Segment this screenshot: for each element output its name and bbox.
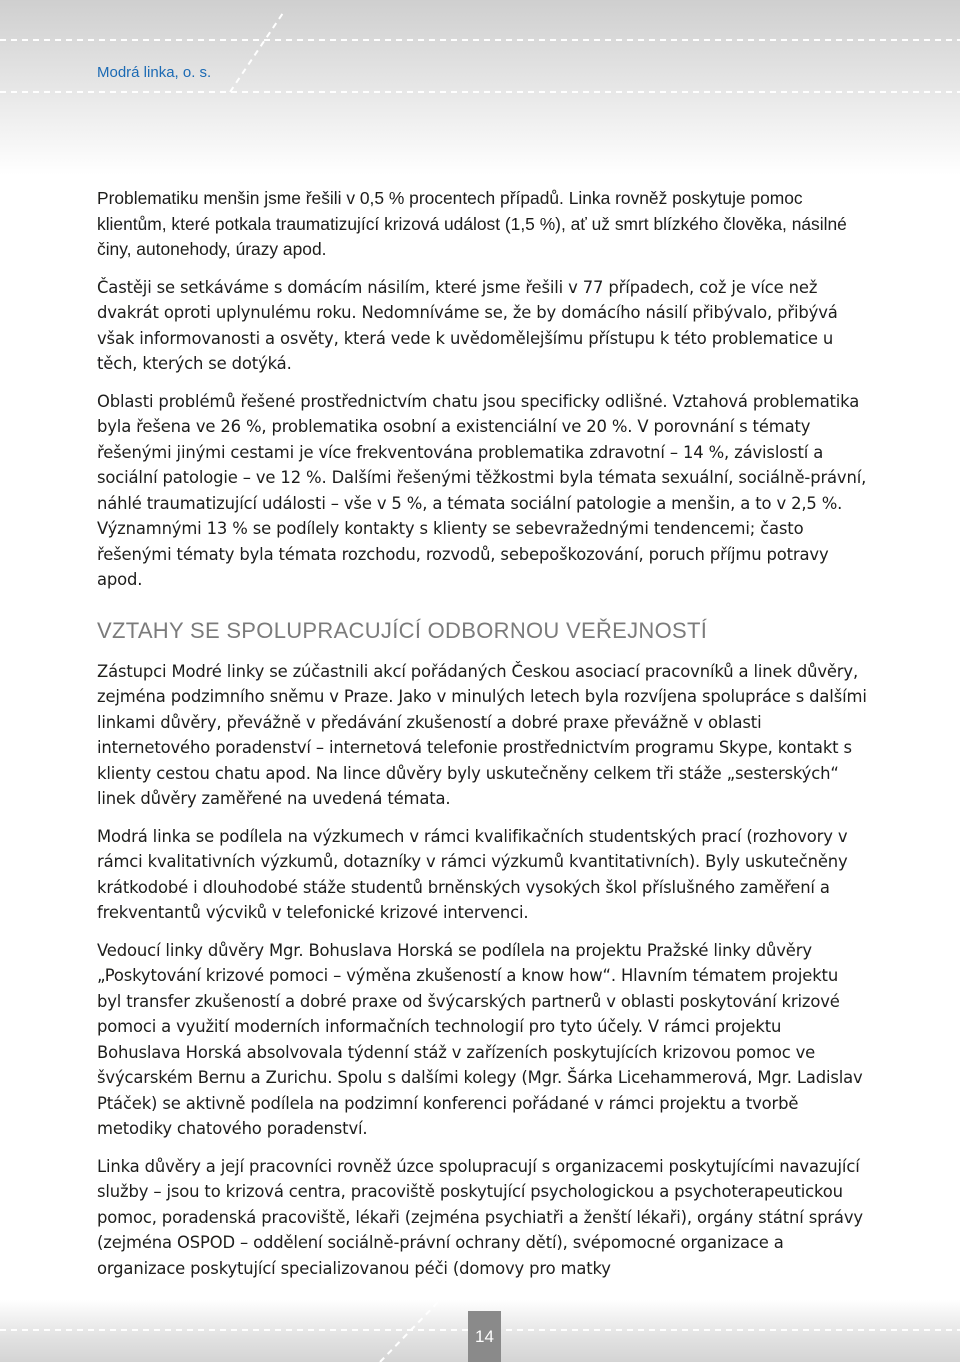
paragraph: Linka důvěry a její pracovníci rovněž úzce spolupracují s organizacemi poskytujícími navazující služby – jsou to krizová centra, pracoviště poskytující psychologickou a psychoterapeutickou pomoc, poradenská pracoviště, lékaři (zejména psychiatři a ženští lékaři), orgány státní správy (zejména OSPOD – oddělení sociálně-právní ochrany dětí), svépomocné organizace a organizace poskytující specializovanou péči (domovy pro matky: [97, 1156, 863, 1278]
paragraph: Vedoucí linky důvěry Mgr. Bohuslava Horská se podílela na projektu Pražské linky důvěry „Poskytování krizové pomoci – výměna zkušeností a know how“. Hlavním tématem projektu byl transfer zkušeností a dobré praxe od švýcarských partnerů v oblasti poskytování krizové pomoci a využití moderních informačních technologií pro tyto účely. V rámci projektu Bohuslava Horská absolvovala týdenní stáž v zařízeních poskytujících krizovou pomoc ve švýcarském Bernu a Zurichu. Spolu s dalšími kolegy (Mgr. Šárka Licehammerová, Mgr. Ladislav Ptáček) se aktivně podílela na podzimní konferenci pořádané v rámci projektu a tvorbě metodiky chatového poradenství.: [97, 940, 863, 1138]
paragraph: Modrá linka se podílela na výzkumech v rámci kvalifikačních studentských prací (rozhovory v rámci kvalitativních výzkumů, dotazníky v rámci výzkumů kvantitativních). Byly uskutečněny krátkodobé i dlouhodobé stáže studentů brněnských vysokých škol příslušného zaměření a frekventantů výcviků v telefonické krizové intervenci.: [97, 826, 848, 922]
paragraph: Oblasti problémů řešené prostřednictvím chatu jsou specificky odlišné. Vztahová problematika byla řešena ve 26 %, problematika osobní a existenciální ve 20 %. V porovnání s tématy řešenými jinými cestami je více frekventována problematika zdravotní – 14 %, závislostí a sociální patologie – ve 12 %. Dalšími řešenými těžkostmi byla témata sexuální, sociálně-právní, náhlé traumatizující události – vše v 5 %, a témata sociální patologie a menšin, a to v 2,5 %. Významnými 13 % se podílely kontakty s klienty se sebevražednými tendencemi; často řešenými tématy byla témata rozchodu, rozvodů, sebepoškozování, poruch příjmu potravy apod.: [97, 391, 867, 589]
paragraph: Problematiku menšin jsme řešili v 0,5 % procentech případů. Linka rovněž poskytuje pomoc klientům, které potkala traumatizující krizová událost (1,5 %), ať už smrt blízkého člověka, násilné činy, autonehody, úrazy apod.: [97, 188, 847, 259]
section-heading: VZTAHY SE SPOLUPRACUJÍCÍ ODBORNOU VEŘEJNOSTÍ: [97, 617, 708, 643]
paragraph: Zástupci Modré linky se zúčastnili akcí pořádaných Českou asociací pracovníků a linek důvěry, zejména podzimního sněmu v Praze. Jako v minulých letech byla rozvíjena spolupráce s dalšími linkami důvěry, převážně v předávání zkušeností a dobré praxe převážně v oblasti internetového poradenství – internetová telefonie prostřednictvím programu Skype, kontakt s klienty cestou chatu apod. Na lince důvěry byly uskutečněny celkem tři stáže „sesterských“ linek důvěry zaměřené na uvedená témata.: [97, 661, 867, 808]
paragraph: Častěji se setkáváme s domácím násilím, které jsme řešili v 77 případech, což je více než dvakrát oproti uplynulému roku. Nedomníváme se, že by domácího násilí přibývalo, přibývá však informovanosti a osvěty, která vede k uvědomělejšímu přístupu k této problematice u těch, kterých se dotýká.: [97, 277, 838, 373]
header-decoration: [0, 0, 960, 175]
page-content: [97, 186, 867, 1293]
header-label: Modrá linka, o. s.: [97, 64, 212, 81]
page-number: 14: [468, 1311, 501, 1362]
